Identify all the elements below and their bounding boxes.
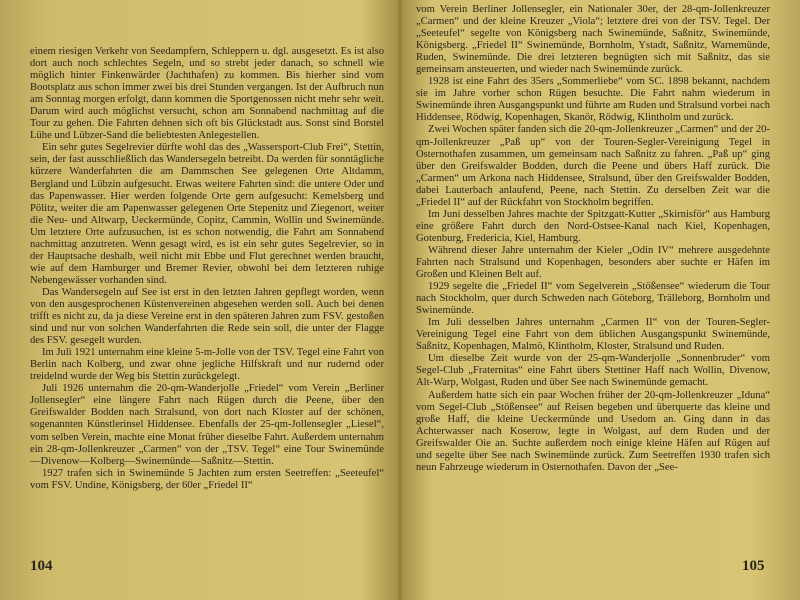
page-number-right: 105 bbox=[742, 558, 765, 574]
paragraph: Um dieselbe Zeit wurde von der 25-qm-Wanderjolle „Sonnenbruder“ vom Segel-Club „Fraternitas“ eine Fahrt übers Stettiner Haff nach Wollin, Divenow, Alt-Warp, Wolgast, Ruden und über See nach Swinemünde gemacht. bbox=[416, 353, 770, 389]
paragraph: Juli 1926 unternahm die 20-qm-Wanderjolle „Friedel“ vom Verein „Berliner Jollensegler“ eine längere Fahrt nach Rügen durch die Peene, über den Greifswalder Bodden nach Stralsund, von dort nach Kloster auf der schönen, sogenannten Künstlerinsel Hiddensee. Ebenfalls der 25-qm-Jollensegler „Liesel“, vom selben Verein, machte eine Monat früher dieselbe Fahrt. Außerdem unternahm ein 28-qm-Jollenkreuzer „Carmen“ von der „TSV. Tegel“ eine Tour Swinemünde—Divenow—Kolberg—Swinemünde—Saßnitz—Stettin. bbox=[30, 383, 384, 467]
paragraph: 1929 segelte die „Friedel II“ vom Segelverein „Stößensee“ wiederum die Tour nach Stockholm, quer durch Schweden nach Göteborg, Trälleborg, Bornholm und Swinemünde. bbox=[416, 281, 770, 317]
paragraph: Zwei Wochen später fanden sich die 20-qm-Jollenkreuzer „Carmen“ und der 20-qm-Jollenkreuzer „Paß up“ von der Touren-Segler-Vereinigung Tegel in Osternothafen zusammen, um gemeinsam nach Saßnitz zu fahren. „Paß up“ ging über den Greifswalder Bodden, durch die Peene und übers Haff zurück. Die „Carmen“ um Arkona nach Hiddensee, Stralsund, über den Greifswalder Bodden, dabei Lauterbach anlaufend, Peene, nach Stettin. Zu derselben Zeit war die „Friedel II“ auf der Rückfahrt von Stockholm begriffen. bbox=[416, 124, 770, 208]
paragraph: 1928 ist eine Fahrt des 35ers „Sommerliebe“ vom SC. 1898 bekannt, nachdem sie im Jahre vorher schon Rügen besuchte. Die Fahrt nahm wiederum in Swinemünde ihren Ausgangspunkt und führte am Ruden und Stralsund vorbei nach Hiddensee, Rödwig, Kopenhagen, Skanör, Rödwig, Klintholm und zurück. bbox=[416, 76, 770, 124]
paragraph: Während dieser Jahre unternahm der Kieler „Odin IV“ mehrere ausgedehnte Fahrten nach Stralsund und Kopenhagen, besonders aber suchte er Häfen im Großen und Kleinen Belt auf. bbox=[416, 244, 770, 281]
paragraph: 1927 trafen sich in Swinemünde 5 Jachten zum ersten Seetreffen: „Seeteufel“ vom FSV. Undine, Königsberg, der 60er „Friedel II“ bbox=[30, 467, 384, 491]
page-number-left: 104 bbox=[30, 558, 53, 574]
paragraph: vom Verein Berliner Jollensegler, ein Nationaler 30er, der 28-qm-Jollenkreuzer „Carmen“ und der kleine Kreuzer „Viola“; letztere drei von der TSV. Tegel. Der „Seeteufel“ segelte von Königsberg nach Swinemünde, Saßnitz, Swinemünde, Königsberg. „Friedel II“ Swinemünde, Bornholm, Ystadt, Saßnitz, Warnemünde, Ruden, Swinemünde. Die drei letzteren begnügten sich mit Saßnitz, das sie gemeinsam ansteuerten, und wieder nach Swinemünde zurück. bbox=[416, 4, 770, 76]
paragraph: Das Wandersegeln auf See ist erst in den letzten Jahren gepflegt worden, wenn von den ausgesprochenen Küstenvereinen abgesehen werden soll. Auch bei denen trifft es nicht zu, da ja diese Vereine erst in den späteren Jahren zum FSV. gestoßen sind und nur von solchen Wanderfahrten die Rede sein soll, die unter der Flagge des FSV. gesegelt wurden. bbox=[30, 286, 384, 347]
paragraph: Ein sehr gutes Segelrevier dürfte wohl das des „Wassersport-Club Frei“, Stettin, sein, der fast ausschließlich das Wandersegeln betreibt. Da werden für sonntägliche kürzere Wanderfahrten die am Dammschen See gelegenen Orte Altdamm, Bergland und Lübzin aufgesucht. Etwas weitere Fahrten sind: die untere Oder und das Papenwasser. Hier werden folgende Orte gern aufgesucht: Kemelsberg und Pölitz, weiter die am Papenwasser gelegenen Orte Stepenitz und Ziegenort, weiter die Neu- und Altwarp, Ueckermünde, Copitz, Cammin, Wollin und Swinemünde. Um letztere Orte aufzusuchen, ist es schon notwendig, die Fahrt am Sonnabend nachmittag anzutreten. Wenn gesagt wird, es ist ein sehr gutes Segelrevier, so in der Hauptsache deshalb, weil nicht mit Ebbe und Flut gerechnet werden braucht, wie auf dem Hamburger und Bremer Revier, obwohl bei dem letzteren ruhige Nebengewässer vorhanden sind. bbox=[30, 142, 384, 286]
paragraph: Im Juli 1921 unternahm eine kleine 5-m-Jolle von der TSV. Tegel eine Fahrt von Berlin nach Kolberg, und zwar ohne jegliche Hilfskraft und nur rudernd oder treidelnd wurde der Weg bis Stettin zurückgelegt. bbox=[30, 347, 384, 383]
paragraph: einem riesigen Verkehr von Seedampfern, Schleppern u. dgl. ausgesetzt. Es ist also dort auch noch schlechtes Segeln, und so strebt jeder danach, so schnell wie möglich hinter Finkenwärder (Jachthafen) zu kommen. Bis hierher sind vom Bootsplatz aus schon immer zwei bis drei Stunden vergangen. Ist der Aufbruch nun am Sonntag morgen erfolgt, dann kommen die Sportgenossen nicht mehr sehr weit. Darum wird auch möglichst versucht, schon am Sonnabend nachmittag auf die Tour zu gehen. Die Fahrten dehnen sich oft bis Glückstadt aus. Sonst sind Borstel Lühe und Lübzer-Sand die beliebtesten Anlegestellen. bbox=[30, 46, 384, 142]
paragraph: Im Juli desselben Jahres unternahm „Carmen II“ von der Touren-Segler-Vereinigung Tegel eine Fahrt von dem üblichen Ausgangspunkt Swinemünde, Saßnitz, Kopenhagen, Malmö, Klintholm, Kloster, Stralsund und Ruden. bbox=[416, 317, 770, 353]
left-page-text bbox=[30, 46, 384, 492]
right-page-text bbox=[416, 4, 770, 474]
paragraph: Im Juni desselben Jahres machte der Spitzgatt-Kutter „Skirnisför“ aus Hamburg eine größere Fahrt durch den Nord-Ostsee-Kanal nach Kiel, Kopenhagen, Gotenburg, Fredericia, Kiel, Hamburg. bbox=[416, 208, 770, 244]
paragraph: Außerdem hatte sich ein paar Wochen früher der 20-qm-Jollenkreuzer „Iduna“ vom Segel-Club „Stößensee“ auf Reisen begeben und überquerte das kleine und große Haff, die kleine Ueckermünde und Usedom an. Ging dann in das Achterwasser nach Koserow, legte in Wolgast, auf dem Ruden und der Greifswalder Oie an. Suchte außerdem noch einige kleine Häfen auf Rügen auf und segelte über See nach Swinemünde zurück. Zum Seetreffen 1930 trafen sich neun Fahrzeuge wiederum in Osternothafen. Davon der „See- bbox=[416, 389, 770, 473]
